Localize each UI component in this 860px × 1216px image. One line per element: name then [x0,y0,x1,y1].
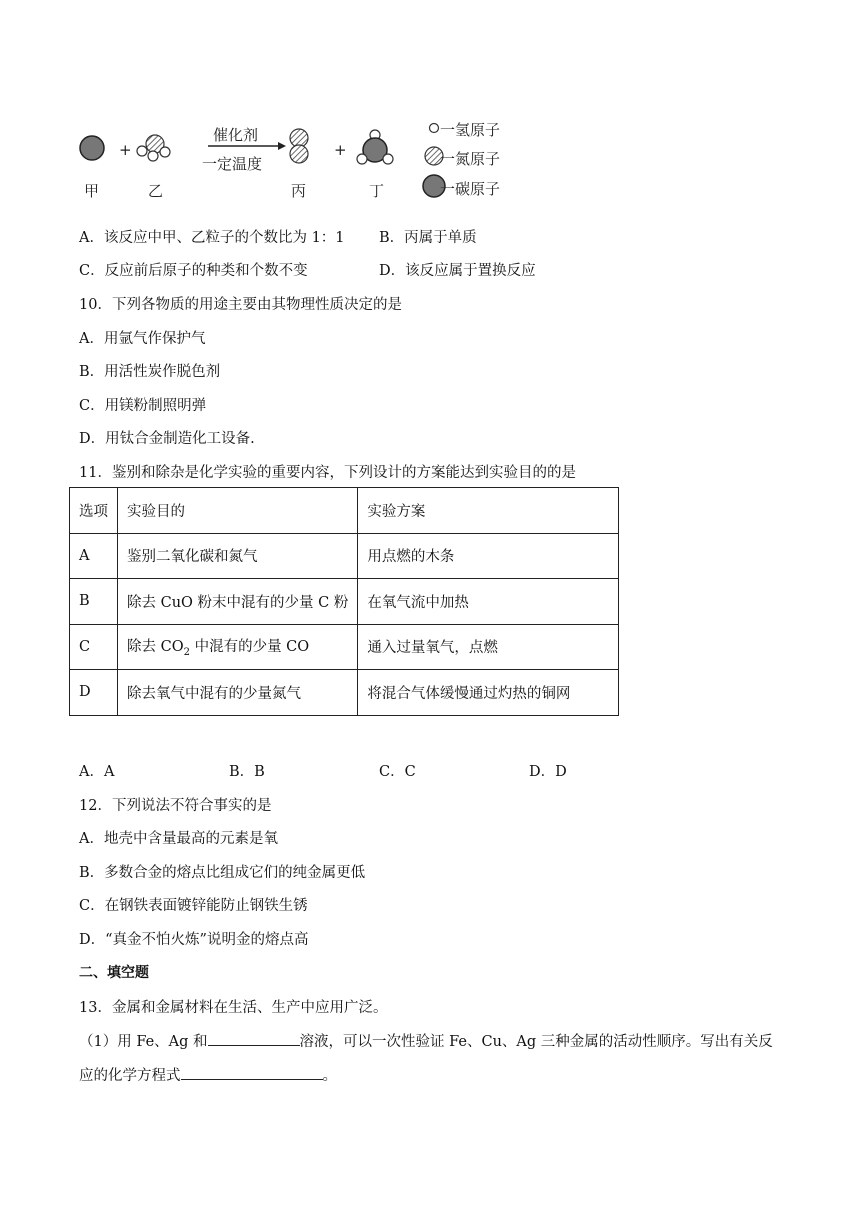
q11-option-b: B．B [229,764,265,780]
section-title: 二、填空题 [79,965,149,981]
row-option: B [70,579,118,625]
header-plan: 实验方案 [358,488,619,534]
q10-option-c: C．用镁粉制照明弹 [79,398,207,414]
table-row [70,579,619,625]
q10-stem: 10．下列各物质的用途主要由其物理性质决定的是 [79,297,402,313]
q10-option-b: B．用活性炭作脱色剂 [79,364,221,380]
q11-option-d: D．D [529,764,567,780]
row-option: C [70,624,118,670]
q9-option-a: A．该反应中甲、乙粒子的个数比为 1：1 [79,230,345,246]
row-plan: 在氧气流中加热 [358,579,619,625]
q12-stem: 12．下列说法不符合事实的是 [79,798,272,814]
temperature-label: 一定温度 [202,155,263,173]
q11-stem: 11．鉴别和除杂是化学实验的重要内容，下列设计的方案能达到实验目的的是 [79,465,576,481]
legend-nitrogen-label: 一氮原子 [440,150,501,168]
row-option: A [70,533,118,579]
q9-option-c: C．反应前后原子的种类和个数不变 [79,263,308,279]
row-plan: 通入过量氧气，点燃 [358,624,619,670]
q10-option-a: A．用氩气作保护气 [79,331,206,347]
row-plan: 将混合气体缓慢通过灼热的铜网 [358,670,619,716]
legend-hydrogen-icon [430,124,439,133]
carbon-atom-jia [80,136,104,160]
answer-blank-2[interactable] [181,1065,323,1080]
header-purpose: 实验目的 [118,488,358,534]
table-row [70,670,619,716]
catalyst-label: 催化剂 [213,126,259,144]
label-jia: 甲 [84,182,100,200]
q13-part1-line1: （1）用 Fe、Ag 和 溶液，可以一次性验证 Fe、Cu、Ag 三种金属的活动性顺序。写出有关反 [79,1030,773,1051]
table-header-row [70,488,619,534]
table-row [70,624,619,670]
q11-option-a: A．A [79,764,115,780]
table-row [70,533,619,579]
legend-carbon-label: 一碳原子 [440,180,501,198]
q12-option-a: A．地壳中含量最高的元素是氧 [79,831,278,847]
label-ding: 丁 [369,182,385,200]
header-option: 选项 [70,488,118,534]
row-purpose: 鉴别二氧化碳和氮气 [118,533,358,579]
q9-option-b: B．丙属于单质 [379,230,477,246]
q13-stem: 13．金属和金属材料在生活、生产中应用广泛。 [79,1000,388,1016]
row-purpose: 除去 CuO 粉末中混有的少量 C 粉 [118,579,358,625]
row-purpose: 除去 $CO_2$ 中混有的少量 CO [118,624,358,670]
q13-part1-line2: 应的化学方程式 。 [79,1064,337,1085]
plus-sign-1: + [119,141,132,159]
legend-hydrogen-label: 一氢原子 [440,121,501,139]
molecule-ding [357,130,393,164]
row-plan: 用点燃的木条 [358,533,619,579]
row-option: D [70,670,118,716]
molecule-bing [290,129,308,163]
q12-option-c: C．在钢铁表面镀锌能防止钢铁生锈 [79,898,308,914]
q10-option-d: D．用钛合金制造化工设备. [79,431,255,447]
experiment-table [69,487,619,716]
q11-option-c: C．C [379,764,416,780]
q12-option-b: B．多数合金的熔点比组成它们的纯金属更低 [79,865,366,881]
molecule-yi [137,135,170,161]
row-purpose: 除去氧气中混有的少量氮气 [118,670,358,716]
q12-option-d: D．“真金不怕火炼”说明金的熔点高 [79,932,309,948]
q9-option-d: D．该反应属于置换反应 [379,263,536,279]
plus-sign-2: + [334,141,347,159]
answer-blank-1[interactable] [208,1031,300,1046]
label-bing: 丙 [291,182,307,200]
label-yi: 乙 [148,182,164,200]
